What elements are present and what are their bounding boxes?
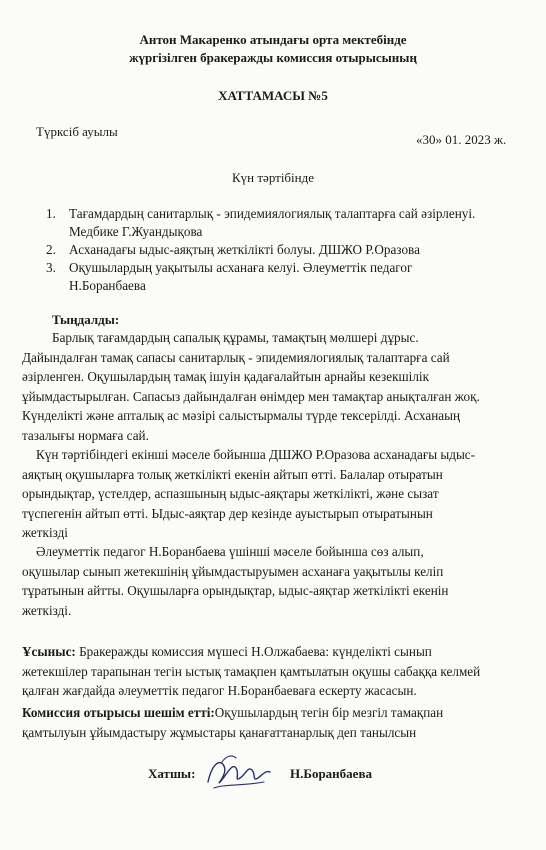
secretary-label: Хатшы: xyxy=(148,766,196,781)
paragraph-line: орындықтар, үстелдер, аспазшының ыдыс-аяқтары жеткілікті, және сызат xyxy=(22,486,439,501)
paragraph-line: аяқтың оқушыларға толық жеткілікті екенін айтып өтті. Балалар отыратын xyxy=(22,466,443,482)
secretary-name: Н.Боранбаева xyxy=(290,766,372,781)
agenda-heading: Күн тәртібінде xyxy=(231,170,315,185)
paragraph-line: Әлеуметтік педагог Н.Боранбаева үшінші мәселе бойынша сөз алып, xyxy=(36,544,424,559)
agenda-item-text: Н.Боранбаева xyxy=(69,278,146,293)
paragraph-line: тазалығы нормаға сай. xyxy=(22,427,149,443)
paragraph-line: оқушылар сынып жетекшінің ұйымдастыруымен асханаға уақытылы келіп xyxy=(22,563,444,579)
paragraph-line: ұйымдастырылған. Сапасыз дайындалған өнімдер мен тамақтар анықталған жоқ. xyxy=(22,388,480,404)
agenda-item-number: 1. xyxy=(46,206,56,221)
listened-paragraph-1 xyxy=(22,328,522,445)
paragraph-line: Күнделікті және апталық ас мәзірі салыстырмалы түрде тексерілді. Асханаың xyxy=(22,408,461,423)
handwritten-signature xyxy=(202,752,274,796)
proposal-text: Бракеражды комиссия мүшесі Н.Олжабаева: күнделікті сынып xyxy=(75,644,432,659)
agenda-item xyxy=(46,241,516,259)
agenda-item-text: Оқушылардың уақытылы асханаға келуі. Әлеуметтік педагог xyxy=(69,260,413,275)
decision-text: Оқушылардың тегін бір мезгіл тамақпан xyxy=(214,705,444,720)
agenda-item-text: Тағамдардың санитарлық - эпидемиялогиялық талаптарға сай әзірленуі. xyxy=(69,206,476,221)
header-line-1: Антон Макаренко атындағы орта мектебінде xyxy=(139,32,407,47)
agenda-item xyxy=(46,259,516,295)
proposal-text: жетекшілер тарапынан тегін ыстық тамақпен қамтылатын оқушы сабаққа келмей xyxy=(22,663,481,679)
listened-paragraph-3 xyxy=(22,542,527,620)
proposal-text: қалған жағдайда әлеуметтік педагог Н.Боранбаеваға ескерту жасасын. xyxy=(22,683,417,698)
paragraph-line: жеткізді. xyxy=(22,602,72,618)
paragraph-line: әзірленген. Оқушылардың тамақ ішуін қадағалайтын арнайы кезекшілік xyxy=(22,369,429,384)
paragraph-line: Күн тәртібіндегі екінші мәселе бойынша ДШЖО Р.Оразова асханадағы ыдыс- xyxy=(36,447,476,462)
document-title: ХАТТАМАСЫ №5 xyxy=(218,88,328,103)
decision-text: қамтылуын ұйымдастыру жұмыстары қанағаттанарлық деп танылсын xyxy=(22,724,417,740)
agenda-item-text: Медбике Г.Жуандықова xyxy=(69,224,203,239)
paragraph-line: тұратынын айтты. Оқушыларға орындықтар, ыдыс-аяқтар жеткілікті екенін xyxy=(22,583,449,598)
place-text: Түрксіб ауылы xyxy=(36,124,118,139)
proposal-line-first xyxy=(22,642,527,662)
agenda-item xyxy=(46,205,516,241)
paragraph-line: Барлық тағамдардың сапалық құрамы, тамақтың мөлшері дұрыс. xyxy=(52,330,419,345)
paragraph-line: түспегенін айтып өтті. Ыдыс-аяқтар дер кезінде ауыстырып отыратынын xyxy=(22,505,433,521)
agenda-item-text: Асханадағы ыдыс-аяқтың жеткілікті болуы. ДШЖО Р.Оразова xyxy=(69,242,420,257)
agenda-item-number: 3. xyxy=(46,260,56,275)
listened-label: Тыңдалды: xyxy=(52,312,120,327)
decision-section xyxy=(22,703,527,742)
agenda-item-number: 2. xyxy=(46,242,56,257)
paragraph-line: жеткізді xyxy=(22,525,68,540)
proposal-label: Ұсыныс: xyxy=(22,644,76,659)
paragraph-line: Дайындалған тамақ сапасы санитарлық - эпидемиялогиялық талаптарға сай xyxy=(22,349,450,365)
date-text: «30» 01. 2023 ж. xyxy=(416,132,507,147)
agenda-list xyxy=(46,205,516,295)
decision-label: Комиссия отырысы шешім етті: xyxy=(22,705,215,720)
decision-line-first xyxy=(22,703,527,723)
listened-paragraph-2 xyxy=(22,445,527,543)
proposal-section xyxy=(22,642,527,701)
header-line-2: жүргізілген бракеражды комиссия отырысының xyxy=(129,50,417,65)
